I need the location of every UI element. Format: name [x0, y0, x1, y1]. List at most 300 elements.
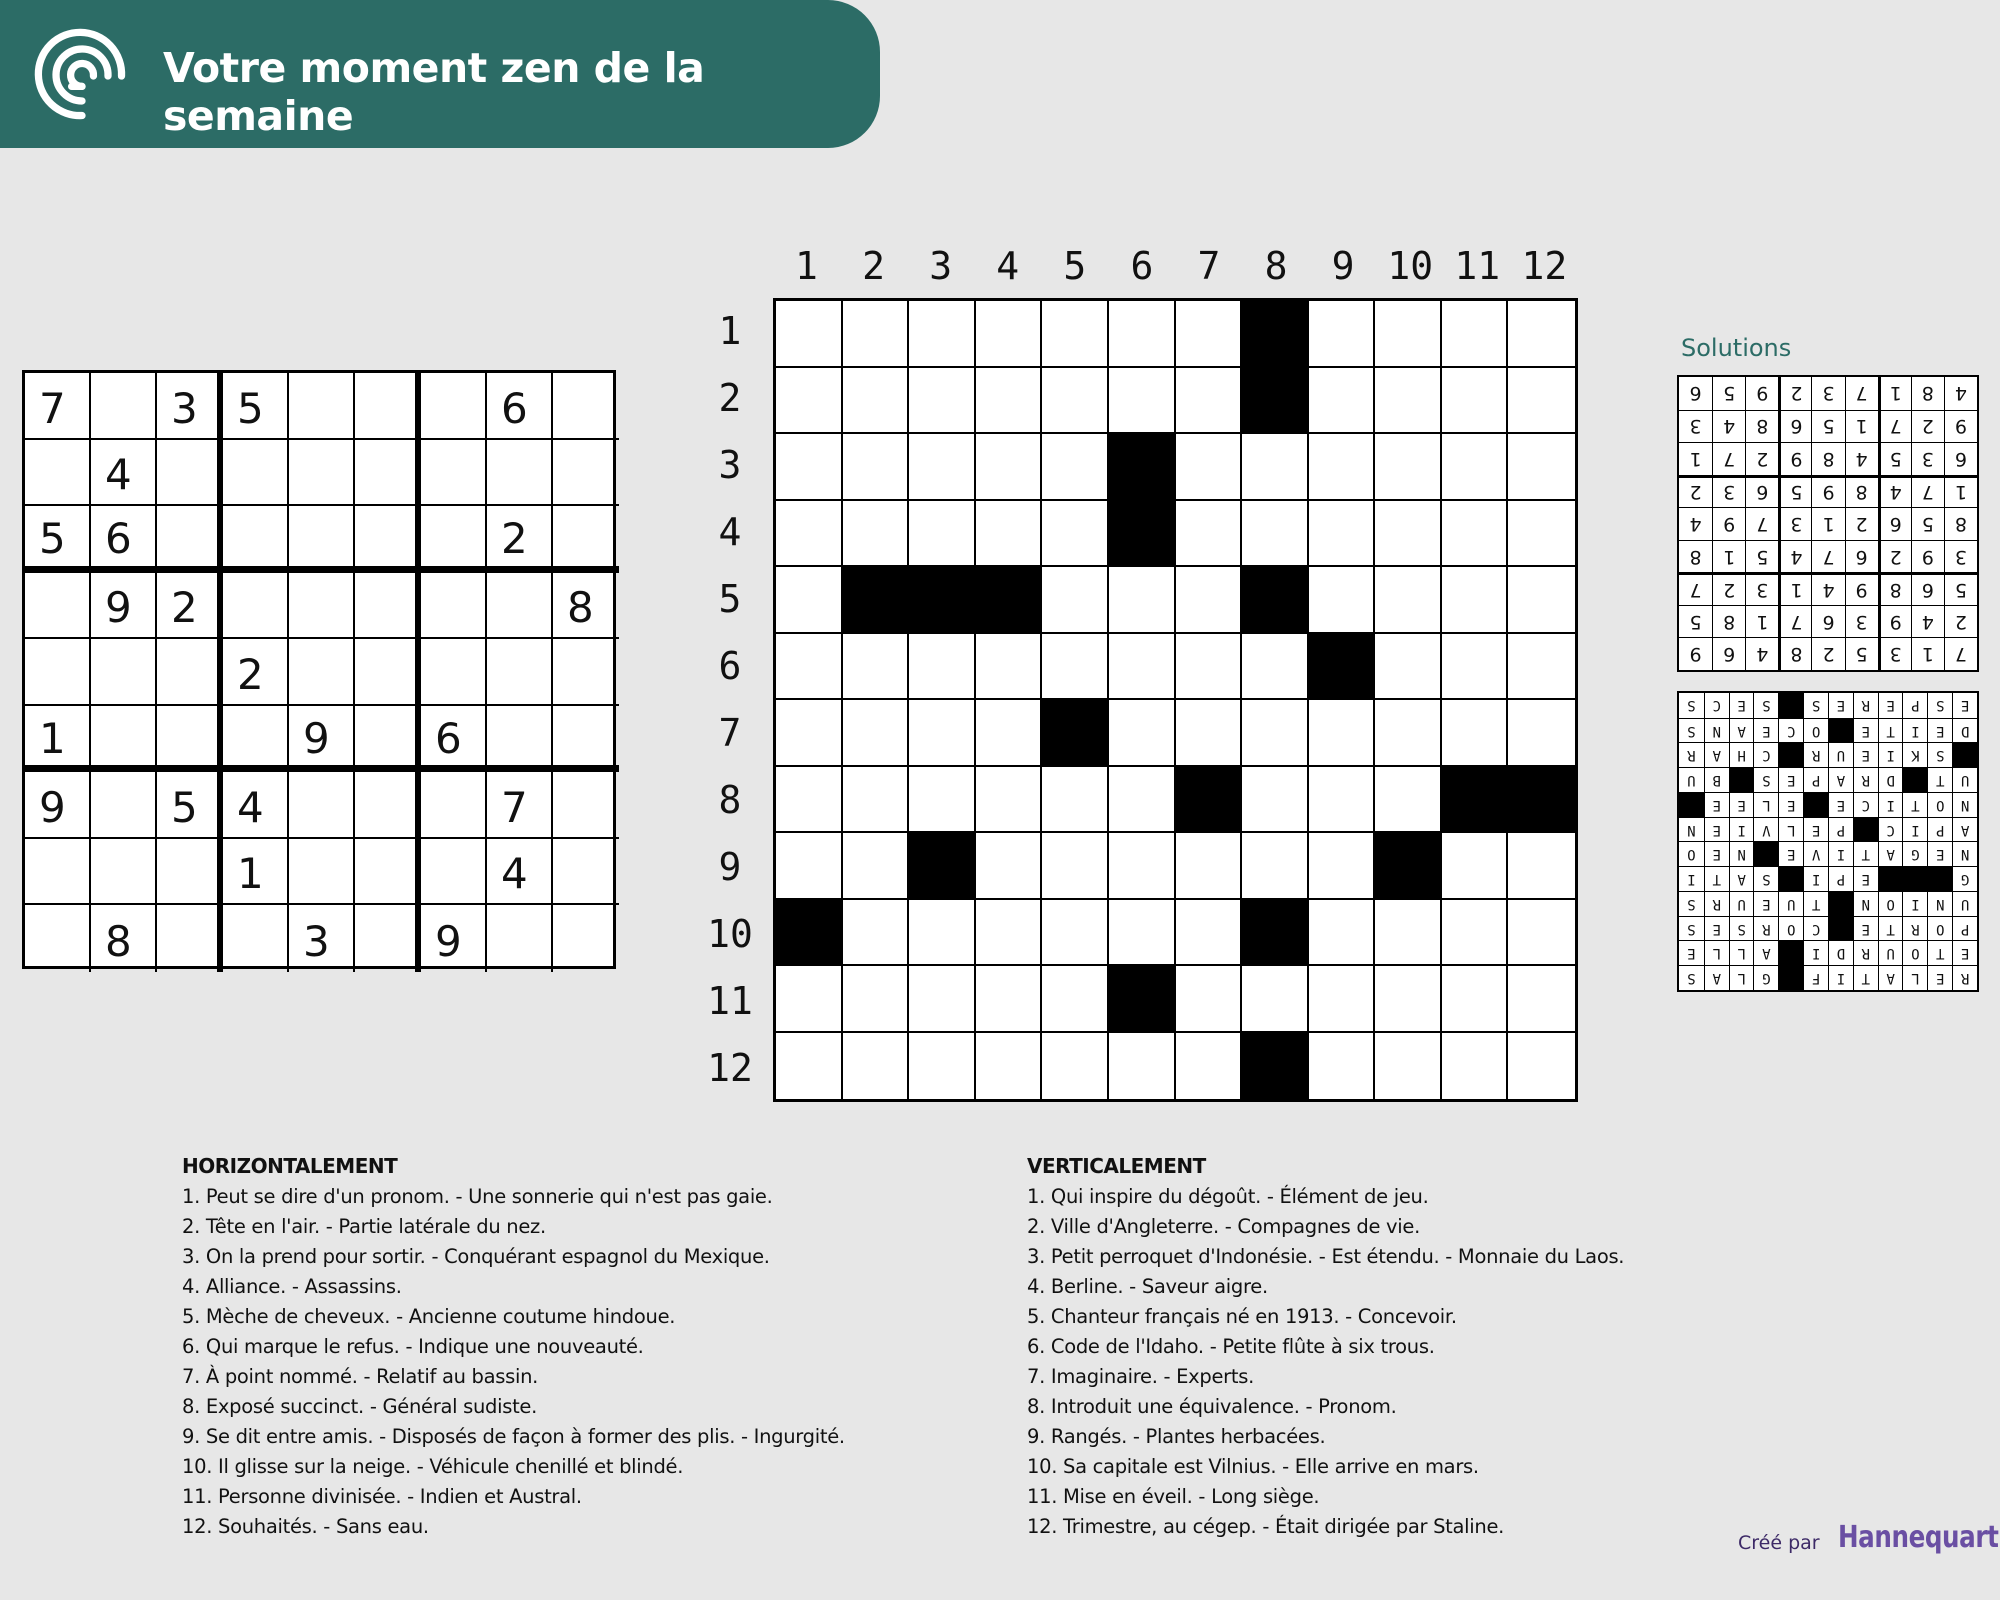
solution-crossword-cell: E	[1729, 693, 1754, 718]
solution-sudoku-cell: 7	[1911, 475, 1944, 508]
solution-crossword-cell: C	[1704, 693, 1729, 718]
sudoku-cell	[157, 440, 223, 507]
solution-sudoku-cell: 3	[1745, 572, 1778, 605]
solution-sudoku-cell: 3	[1944, 540, 1977, 573]
crossword-cell	[1375, 900, 1442, 967]
solution-sudoku-cell: 3	[1811, 377, 1844, 410]
solution-crossword-cell: T	[1903, 792, 1928, 817]
crossword-cell	[1176, 1033, 1243, 1100]
solution-crossword-cell: E	[1754, 718, 1779, 743]
crossword-cell	[1375, 434, 1442, 501]
solution-sudoku-cell: 3	[1878, 637, 1911, 670]
horizontal-clue: 12. Souhaités. - Sans eau.	[182, 1515, 429, 1538]
sudoku-cell: 2	[223, 639, 289, 706]
solution-crossword-cell: C	[1803, 916, 1828, 941]
solution-crossword-cell: I	[1903, 718, 1928, 743]
sudoku-cell: 2	[157, 573, 223, 640]
solution-crossword-cell: S	[1754, 693, 1779, 718]
solution-crossword-black-cell	[1729, 767, 1754, 792]
credit-brand-logo: Hannequart	[1838, 1520, 1999, 1555]
crossword-cell	[1309, 700, 1376, 767]
solution-crossword-black-cell	[1952, 743, 1977, 768]
sudoku-cell	[355, 639, 421, 706]
solution-crossword-cell: A	[1729, 866, 1754, 891]
horizontal-clue: 6. Qui marque le refus. - Indique une nouveauté.	[182, 1335, 644, 1358]
solution-crossword-cell: N	[1927, 891, 1952, 916]
sudoku-cell: 6	[91, 506, 157, 573]
solution-crossword-cell: P	[1903, 693, 1928, 718]
crossword-row-number: 6	[718, 644, 742, 688]
crossword-cell	[1242, 434, 1309, 501]
crossword-row-number: 3	[718, 443, 742, 487]
solution-sudoku-cell: 6	[1811, 605, 1844, 638]
crossword-cell	[1508, 501, 1575, 568]
crossword-cell	[1042, 634, 1109, 701]
solution-sudoku-cell: 6	[1845, 540, 1878, 573]
solution-sudoku-cell: 6	[1712, 637, 1745, 670]
solution-crossword-black-cell	[1778, 693, 1803, 718]
solution-crossword-cell: T	[1878, 916, 1903, 941]
sudoku-cell	[355, 373, 421, 440]
solution-crossword-cell: E	[1803, 817, 1828, 842]
solution-crossword-cell: E	[1853, 916, 1878, 941]
solution-crossword-cell: P	[1952, 916, 1977, 941]
vertical-clue-list	[1027, 1182, 1807, 1542]
solution-sudoku-cell: 8	[1845, 475, 1878, 508]
horizontal-clues-title: HORIZONTALEMENT	[182, 1154, 398, 1178]
sudoku-cell	[223, 506, 289, 573]
crossword-cell	[1375, 301, 1442, 368]
vertical-clue: 9. Rangés. - Plantes herbacées.	[1027, 1425, 1326, 1448]
crossword-cell	[776, 368, 843, 435]
sudoku-cell: 3	[157, 373, 223, 440]
horizontal-clue: 4. Alliance. - Assassins.	[182, 1275, 402, 1298]
sudoku-cell: 4	[487, 839, 553, 906]
solution-crossword-cell: G	[1754, 965, 1779, 990]
crossword-cell	[1508, 567, 1575, 634]
sudoku-cell	[157, 706, 223, 773]
crossword-black-cell	[1442, 767, 1509, 834]
solution-crossword-cell: O	[1927, 792, 1952, 817]
solution-crossword-cell: L	[1729, 941, 1754, 966]
crossword-grid	[773, 298, 1578, 1102]
solution-sudoku-cell: 4	[1778, 540, 1811, 573]
solution-crossword-cell: E	[1853, 743, 1878, 768]
solution-sudoku-cell: 2	[1679, 475, 1712, 508]
solution-sudoku-cell: 8	[1712, 605, 1745, 638]
solution-crossword-black-cell	[1679, 792, 1704, 817]
crossword-black-cell	[1508, 767, 1575, 834]
solution-crossword-cell: N	[1704, 718, 1729, 743]
crossword-cell	[909, 700, 976, 767]
crossword-row-number: 10	[707, 912, 753, 956]
solution-crossword-cell: S	[1679, 891, 1704, 916]
horizontal-clue: 10. Il glisse sur la neige. - Véhicule chenillé et blindé.	[182, 1455, 684, 1478]
crossword-cell	[1176, 634, 1243, 701]
crossword-row-number: 5	[718, 577, 742, 621]
vertical-clue: 11. Mise en éveil. - Long siège.	[1027, 1485, 1320, 1508]
crossword-cell	[976, 1033, 1043, 1100]
solution-crossword-cell: O	[1778, 916, 1803, 941]
solution-crossword-cell: A	[1704, 743, 1729, 768]
crossword-cell	[1442, 700, 1509, 767]
solution-crossword-cell: A	[1754, 941, 1779, 966]
solution-crossword-cell: I	[1828, 842, 1853, 867]
solution-crossword-black-cell	[1853, 817, 1878, 842]
crossword-cell	[1375, 368, 1442, 435]
solution-crossword-cell: S	[1754, 866, 1779, 891]
solution-sudoku-cell: 4	[1712, 410, 1745, 443]
solution-sudoku-cell: 2	[1911, 410, 1944, 443]
solution-crossword-cell: N	[1952, 842, 1977, 867]
crossword-cell	[1508, 368, 1575, 435]
solution-crossword-cell: R	[1853, 693, 1878, 718]
solution-sudoku-cell: 3	[1911, 442, 1944, 475]
crossword-cell	[1309, 1033, 1376, 1100]
solution-sudoku-cell: 6	[1745, 475, 1778, 508]
solution-crossword-cell: E	[1754, 891, 1779, 916]
vertical-clue: 2. Ville d'Angleterre. - Compagnes de vie.	[1027, 1215, 1421, 1238]
crossword-black-cell	[1375, 833, 1442, 900]
solution-crossword-cell: I	[1803, 866, 1828, 891]
crossword-cell	[776, 634, 843, 701]
solution-crossword-cell: F	[1803, 965, 1828, 990]
solution-crossword-cell: C	[1778, 718, 1803, 743]
solution-crossword-cell: E	[1927, 718, 1952, 743]
crossword-cell	[1508, 1033, 1575, 1100]
sudoku-cell	[421, 772, 487, 839]
solution-crossword-cell: E	[1878, 693, 1903, 718]
horizontal-clue-list	[182, 1182, 962, 1542]
vertical-clue: 5. Chanteur français né en 1913. - Concevoir.	[1027, 1305, 1457, 1328]
sudoku-cell	[91, 373, 157, 440]
solution-crossword-black-cell	[1778, 866, 1803, 891]
solution-crossword-black-cell	[1903, 866, 1928, 891]
crossword-column-number: 10	[1387, 244, 1434, 288]
sudoku-cell	[223, 440, 289, 507]
crossword-cell	[1442, 966, 1509, 1033]
crossword-black-cell	[1109, 966, 1176, 1033]
solution-crossword-cell: T	[1803, 891, 1828, 916]
crossword-cell	[1309, 434, 1376, 501]
solution-crossword-cell: S	[1687, 697, 1696, 714]
crossword-cell	[1176, 368, 1243, 435]
sudoku-cell	[553, 639, 619, 706]
solution-sudoku-cell: 4	[1679, 507, 1712, 540]
vertical-clues	[1027, 1154, 1807, 1542]
solution-sudoku-cell: 6	[1689, 382, 1702, 405]
solution-crossword-cell: T	[1927, 941, 1952, 966]
solution-crossword-black-cell	[1778, 965, 1803, 990]
crossword-cell	[1309, 368, 1376, 435]
solution-sudoku-cell: 5	[1712, 377, 1745, 410]
crossword-cell	[1042, 301, 1109, 368]
solution-crossword-black-cell	[1927, 866, 1952, 891]
crossword-cell	[909, 1033, 976, 1100]
solution-crossword-cell: R	[1853, 767, 1878, 792]
crossword-cell	[1176, 700, 1243, 767]
solution-crossword-cell: N	[1952, 792, 1977, 817]
solution-crossword-cell: S	[1927, 743, 1952, 768]
sudoku-cell: 1	[223, 839, 289, 906]
solution-crossword-cell: D	[1952, 718, 1977, 743]
crossword-cell	[1309, 501, 1376, 568]
solution-crossword-grid	[1677, 691, 1979, 992]
crossword-cell	[776, 567, 843, 634]
solution-crossword-black-cell	[1754, 842, 1779, 867]
solution-crossword-cell: T	[1927, 767, 1952, 792]
solution-crossword-cell: G	[1903, 842, 1928, 867]
vertical-clue: 7. Imaginaire. - Experts.	[1027, 1365, 1254, 1388]
crossword-cell	[776, 966, 843, 1033]
solution-sudoku-cell: 5	[1845, 637, 1878, 670]
solution-sudoku-cell: 3	[1712, 475, 1745, 508]
crossword-cell	[1508, 700, 1575, 767]
solution-crossword-cell: E	[1952, 941, 1977, 966]
crossword-cell	[1242, 634, 1309, 701]
sudoku-cell	[25, 440, 91, 507]
crossword-cell	[1375, 501, 1442, 568]
solution-sudoku-cell: 3	[1679, 410, 1712, 443]
solution-crossword-cell: I	[1729, 817, 1754, 842]
crossword-cell	[1309, 301, 1376, 368]
crossword-cell	[1176, 567, 1243, 634]
solution-crossword-cell: S	[1754, 767, 1779, 792]
solution-sudoku-cell: 4	[1845, 442, 1878, 475]
solution-crossword-cell: E	[1853, 718, 1878, 743]
sudoku-cell	[487, 905, 553, 972]
crossword-row-numbers	[700, 298, 760, 1102]
crossword-cell	[909, 501, 976, 568]
crossword-cell	[976, 434, 1043, 501]
crossword-cell	[1375, 1033, 1442, 1100]
solution-sudoku-cell: 1	[1878, 377, 1911, 410]
crossword-cell	[1375, 634, 1442, 701]
crossword-column-number: 5	[1063, 244, 1087, 288]
solution-crossword-cell: E	[1704, 842, 1729, 867]
sudoku-cell	[421, 573, 487, 640]
solution-crossword-cell: S	[1729, 916, 1754, 941]
crossword-black-cell	[1042, 700, 1109, 767]
solution-sudoku-cell: 4	[1944, 377, 1977, 410]
crossword-row-number: 2	[718, 376, 742, 420]
solution-crossword-cell: E	[1778, 767, 1803, 792]
crossword-cell	[976, 368, 1043, 435]
sudoku-cell	[289, 573, 355, 640]
solution-crossword-cell: L	[1704, 941, 1729, 966]
solution-crossword-cell: C	[1853, 792, 1878, 817]
solution-sudoku-cell: 5	[1878, 442, 1911, 475]
sudoku-cell: 3	[289, 905, 355, 972]
crossword-cell	[1109, 1033, 1176, 1100]
crossword-cell	[776, 767, 843, 834]
sudoku-cell	[355, 573, 421, 640]
solution-sudoku-cell: 4	[1811, 572, 1844, 605]
sudoku-cell	[289, 772, 355, 839]
sudoku-cell	[157, 506, 223, 573]
solution-crossword-cell: E	[1704, 817, 1729, 842]
crossword-cell	[1309, 567, 1376, 634]
crossword-column-number: 2	[862, 244, 886, 288]
solution-crossword-cell: T	[1704, 866, 1729, 891]
solution-crossword-cell: E	[1927, 965, 1952, 990]
solution-crossword-cell: I	[1878, 743, 1903, 768]
solution-sudoku-cell: 1	[1944, 475, 1977, 508]
solution-sudoku-cell: 9	[1679, 637, 1712, 670]
solution-crossword-cell: U	[1729, 891, 1754, 916]
sudoku-cell	[421, 839, 487, 906]
solution-crossword-cell: C	[1754, 743, 1779, 768]
sudoku-cell	[91, 772, 157, 839]
solution-crossword-cell: R	[1952, 965, 1977, 990]
solution-sudoku-cell: 5	[1944, 572, 1977, 605]
solution-crossword-cell: E	[1778, 842, 1803, 867]
sudoku-cell	[421, 639, 487, 706]
horizontal-clue: 11. Personne divinisée. - Indien et Austral.	[182, 1485, 582, 1508]
crossword-cell	[843, 368, 910, 435]
sudoku-cell: 9	[289, 706, 355, 773]
crossword-cell	[1176, 833, 1243, 900]
sudoku-cell: 6	[421, 706, 487, 773]
crossword-cell	[843, 966, 910, 1033]
crossword-cell	[1109, 301, 1176, 368]
solution-crossword-cell: E	[1853, 866, 1878, 891]
solution-sudoku-cell: 2	[1845, 507, 1878, 540]
crossword-black-cell	[909, 567, 976, 634]
solution-crossword-cell: O	[1903, 941, 1928, 966]
solution-crossword-cell: L	[1778, 817, 1803, 842]
crossword-cell	[1109, 700, 1176, 767]
solution-sudoku-cell: 2	[1811, 637, 1844, 670]
solution-crossword-cell: R	[1853, 941, 1878, 966]
solution-crossword-cell: L	[1729, 965, 1754, 990]
solution-crossword-cell: O	[1803, 718, 1828, 743]
crossword-cell	[776, 833, 843, 900]
sudoku-cell	[487, 440, 553, 507]
sudoku-cell	[553, 706, 619, 773]
sudoku-cell	[355, 706, 421, 773]
solution-sudoku-cell: 2	[1878, 540, 1911, 573]
sudoku-cell: 8	[91, 905, 157, 972]
sudoku-cell	[355, 772, 421, 839]
sudoku-cell: 5	[223, 373, 289, 440]
solution-sudoku-cell: 8	[1911, 377, 1944, 410]
sudoku-cell	[355, 839, 421, 906]
solution-sudoku-cell: 4	[1745, 637, 1778, 670]
solution-crossword-cell: S	[1679, 965, 1704, 990]
page-title: Votre moment zen de la semaine	[163, 44, 705, 140]
crossword-cell	[1042, 1033, 1109, 1100]
solution-crossword-cell: N	[1853, 891, 1878, 916]
crossword-cell	[843, 700, 910, 767]
horizontal-clues	[182, 1154, 962, 1542]
crossword-black-cell	[1242, 900, 1309, 967]
solution-sudoku-cell: 1	[1911, 637, 1944, 670]
horizontal-clue: 3. On la prend pour sortir. - Conquérant espagnol du Mexique.	[182, 1245, 770, 1268]
crossword-cell	[1508, 966, 1575, 1033]
crossword-cell	[1442, 833, 1509, 900]
solution-crossword-cell: S	[1679, 916, 1704, 941]
sudoku-cell	[157, 639, 223, 706]
solutions-title: Solutions	[1681, 334, 1792, 362]
crossword-black-cell	[1176, 767, 1243, 834]
solution-crossword-cell: E	[1729, 792, 1754, 817]
sudoku-cell	[421, 506, 487, 573]
sudoku-cell	[487, 639, 553, 706]
crossword-cell	[1242, 833, 1309, 900]
crossword-cell	[1309, 833, 1376, 900]
sudoku-cell	[91, 706, 157, 773]
solution-sudoku-cell: 6	[1878, 507, 1911, 540]
vertical-clue: 12. Trimestre, au cégep. - Était dirigée par Staline.	[1027, 1515, 1505, 1538]
crossword-cell	[776, 434, 843, 501]
crossword-cell	[843, 900, 910, 967]
solution-sudoku-cell: 7	[1845, 377, 1878, 410]
crossword-cell	[909, 434, 976, 501]
crossword-cell	[1109, 634, 1176, 701]
solution-crossword-cell: U	[1878, 941, 1903, 966]
crossword-cell	[976, 501, 1043, 568]
solution-sudoku-cell: 2	[1944, 605, 1977, 638]
crossword-cell	[1508, 434, 1575, 501]
solution-crossword-cell: L	[1903, 965, 1928, 990]
sudoku-cell: 9	[421, 905, 487, 972]
solution-sudoku-cell: 7	[1944, 637, 1977, 670]
sudoku-cell: 7	[25, 373, 91, 440]
crossword-cell	[976, 767, 1043, 834]
sudoku-cell	[289, 839, 355, 906]
sudoku-cell	[157, 905, 223, 972]
sudoku-cell: 7	[487, 772, 553, 839]
crossword-cell	[1442, 368, 1509, 435]
crossword-cell	[1042, 434, 1109, 501]
solution-crossword-cell: N	[1679, 817, 1704, 842]
solution-crossword-cell: E	[1679, 941, 1704, 966]
solution-sudoku-cell: 9	[1745, 377, 1778, 410]
solution-crossword-cell: S	[1679, 718, 1704, 743]
vertical-clue: 4. Berline. - Saveur aigre.	[1027, 1275, 1268, 1298]
solution-crossword-cell: G	[1952, 866, 1977, 891]
solution-crossword-cell: U	[1828, 743, 1853, 768]
crossword-black-cell	[1242, 368, 1309, 435]
solution-crossword-cell: D	[1878, 767, 1903, 792]
sudoku-cell	[289, 373, 355, 440]
sudoku-cell	[25, 573, 91, 640]
solution-crossword-cell: A	[1828, 767, 1853, 792]
sudoku-cell: 2	[487, 506, 553, 573]
crossword-cell	[1176, 301, 1243, 368]
crossword-cell	[1242, 966, 1309, 1033]
crossword-cell	[1242, 700, 1309, 767]
solution-sudoku-cell: 2	[1712, 572, 1745, 605]
crossword-cell	[1109, 833, 1176, 900]
sudoku-cell	[553, 506, 619, 573]
solution-crossword-cell: I	[1903, 817, 1928, 842]
sudoku-cell: 8	[553, 573, 619, 640]
crossword-column-number: 11	[1454, 244, 1501, 288]
solution-crossword-cell: D	[1828, 941, 1853, 966]
crossword-black-cell	[1309, 634, 1376, 701]
sudoku-cell	[25, 905, 91, 972]
crossword-cell	[1176, 900, 1243, 967]
crossword-row-number: 1	[718, 309, 742, 353]
sudoku-cell: 5	[25, 506, 91, 573]
vertical-clue: 8. Introduit une équivalence. - Pronom.	[1027, 1395, 1397, 1418]
solution-sudoku-cell: 8	[1679, 540, 1712, 573]
solution-sudoku-cell: 4	[1911, 605, 1944, 638]
solution-sudoku-cell: 9	[1878, 605, 1911, 638]
solution-sudoku-cell: 8	[1745, 410, 1778, 443]
